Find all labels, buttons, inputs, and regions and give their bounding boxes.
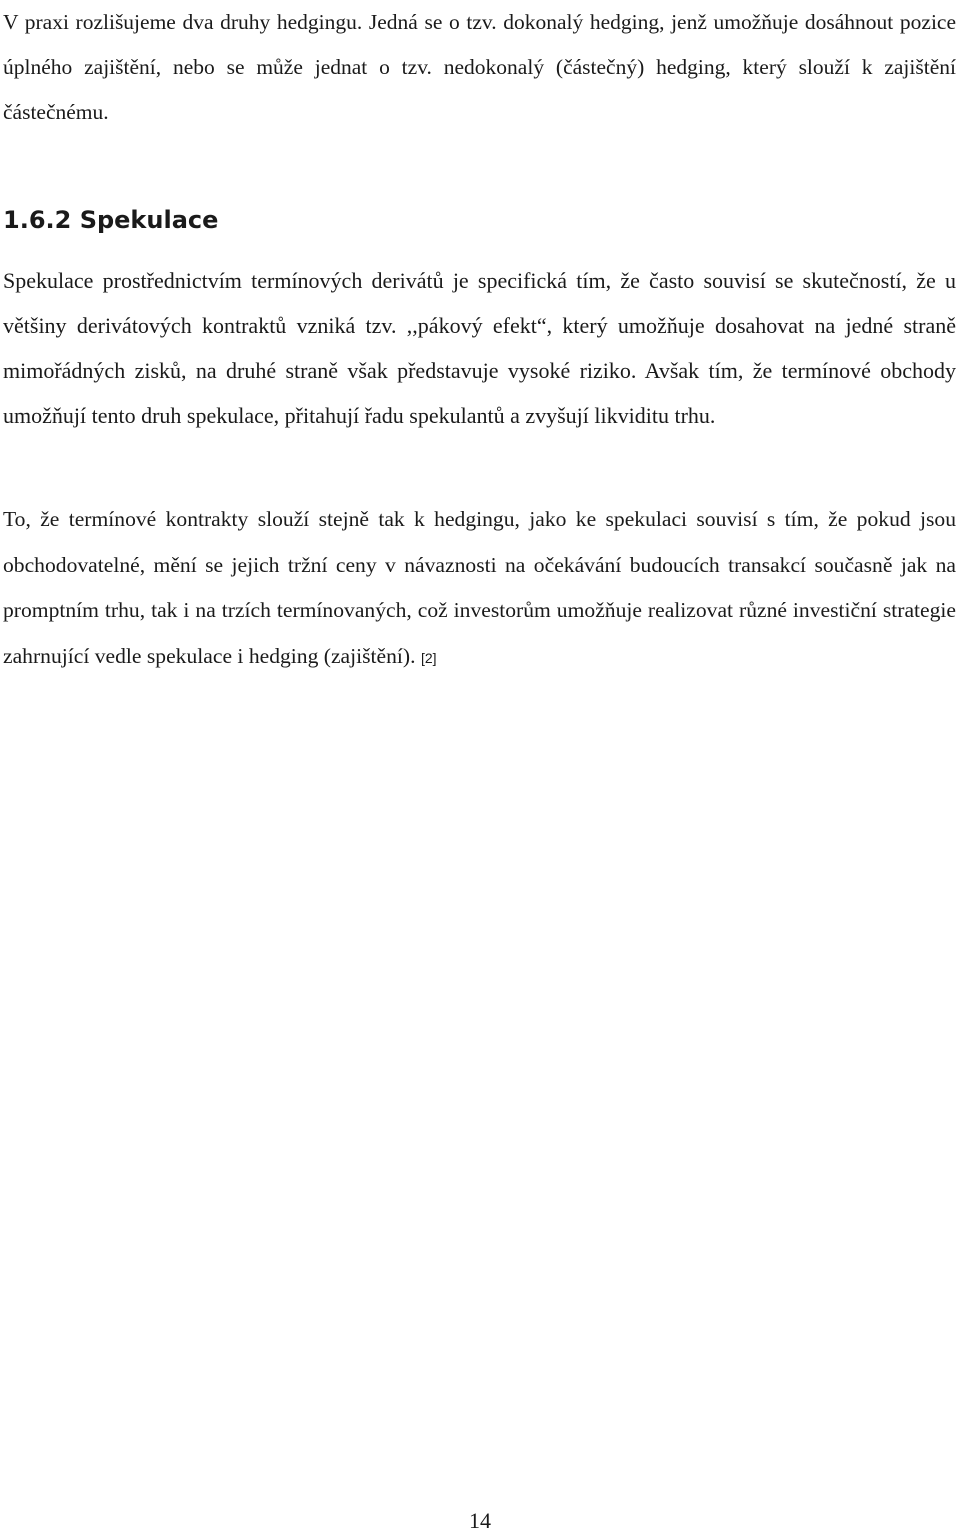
page-number: 14 — [469, 1508, 491, 1533]
section-heading: 1.6.2 Spekulace — [3, 206, 219, 234]
paragraph-text: To, že termínové kontrakty slouží stejně tak k hedgingu, jako ke spekulaci souvisí s tím, že pokud jsou obchodovatelné, mění se jejich tržní ceny v návaznosti na očekávání budoucích transakcí současně jak na promptním trhu, tak i na trzích termínovaných, což investorům umožňuje realizovat různé investiční strategie zahrnující vedle spekulace i hedging (zajištění). — [3, 507, 956, 668]
paragraph-hedging-types: V praxi rozlišujeme dva druhy hedgingu. Jedná se o tzv. dokonalý hedging, jenž umožňuje dosáhnout pozice úplného zajištění, nebo se může jednat o tzv. nedokonalý (částečný) hedging, který slouží k zajištění částečnému. — [3, 10, 956, 124]
paragraph-hedging-and-speculation — [3, 497, 956, 681]
citation-reference: [2] — [420, 649, 437, 666]
paragraph-speculation: Spekulace prostřednictvím termínových derivátů je specifická tím, že často souvisí se skutečností, že u většiny derivátových kontraktů vzniká tzv. ,,pákový efekt“, který umožňuje dosahovat na jedné straně mimořádných zisků, na druhé straně však představuje vysoké riziko. Avšak tím, že termínové obchody umožňují tento druh spekulace, přitahují řadu spekulantů a zvyšují likviditu trhu. — [3, 268, 956, 428]
